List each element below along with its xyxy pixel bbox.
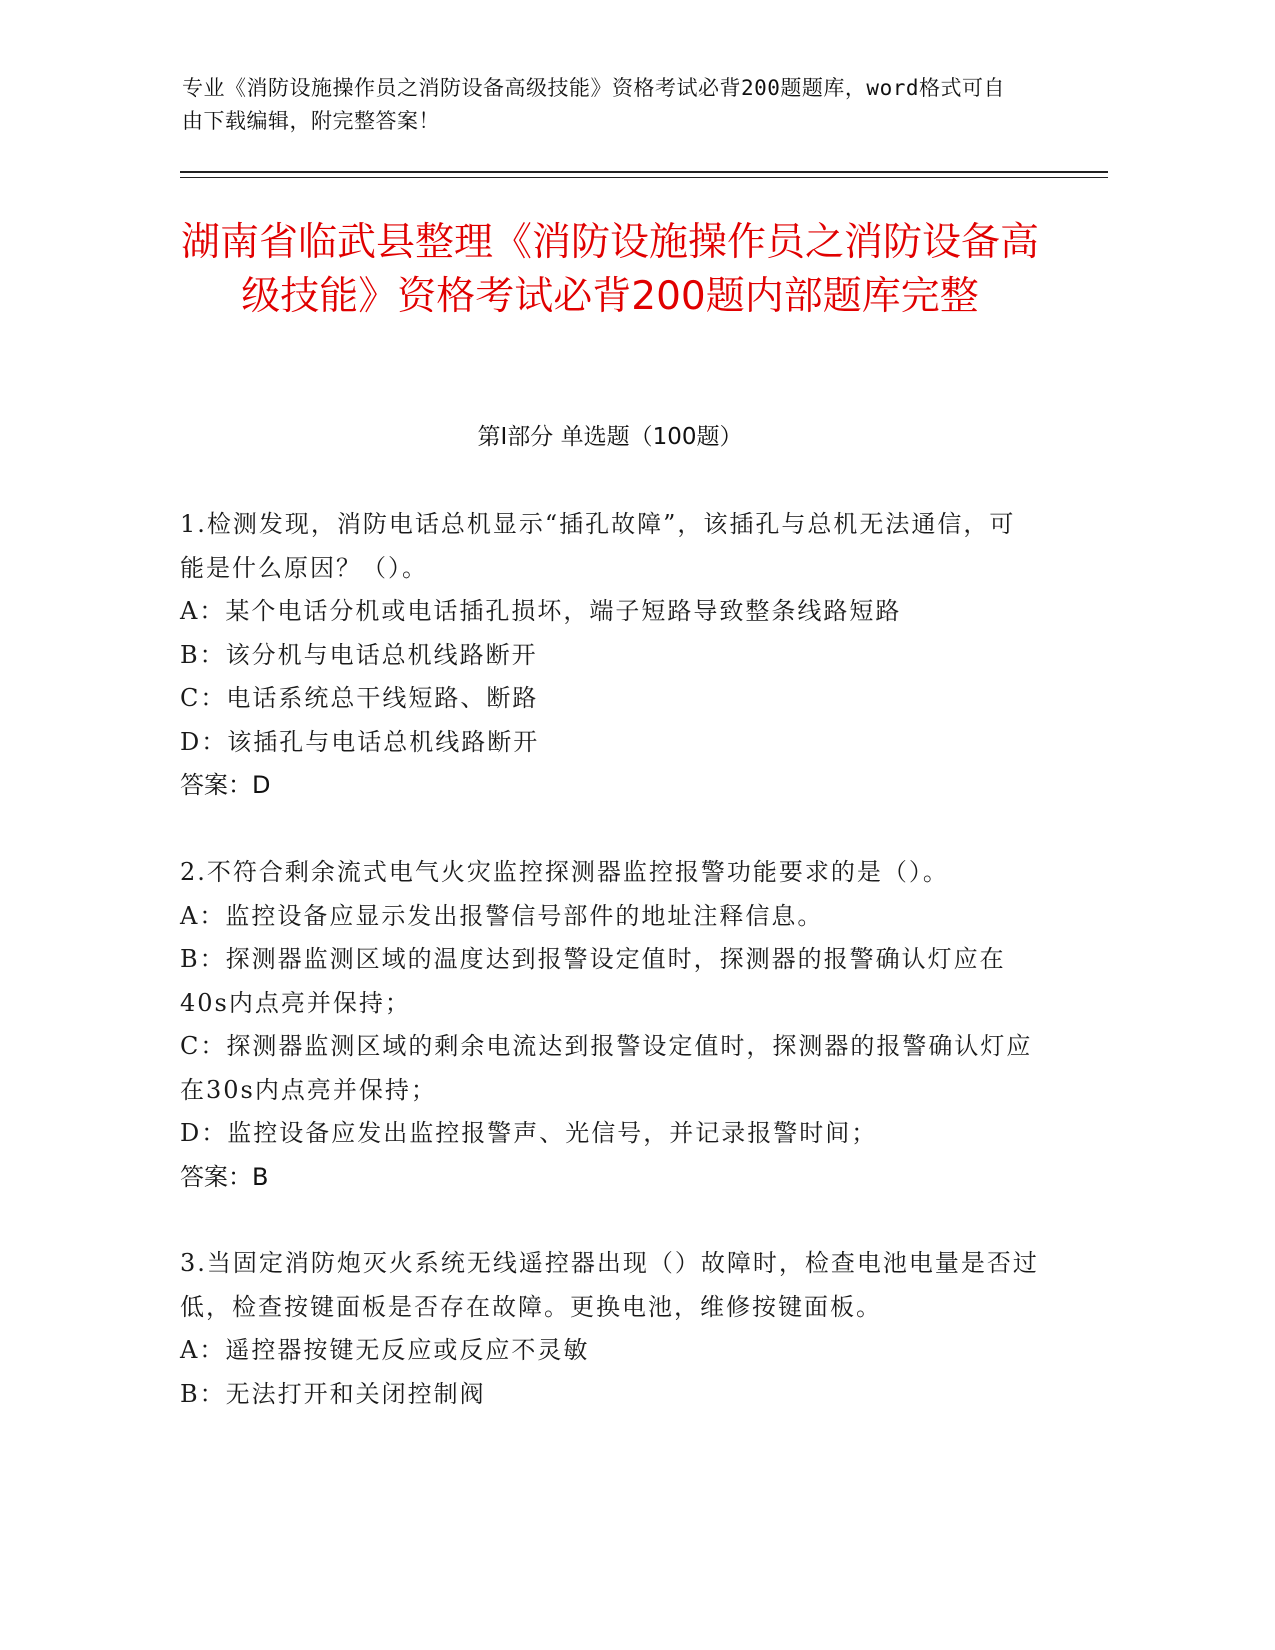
question-block: [180, 1242, 1040, 1416]
option-b: B：无法打开和关闭控制阀: [180, 1379, 486, 1408]
answer-line: 答案：B: [180, 1162, 269, 1191]
option-d: D：该插孔与电话总机线路断开: [180, 727, 540, 756]
option-d: D：监控设备应发出监控报警声、光信号，并记录报警时间；: [180, 1119, 878, 1147]
question-stem: 1.检测发现，消防电话总机显示“插孔故障”，该插孔与总机无法通信，可能是什么原因？（）。: [180, 510, 1016, 582]
option-a: A：遥控器按键无反应或反应不灵敏: [180, 1336, 590, 1364]
header-note: 专业《消防设施操作员之消防设备高级技能》资格考试必背200题题库，word格式可自由下载编辑，附完整答案！: [182, 76, 1005, 133]
question-stem: 2.不符合剩余流式电气火灾监控探测器监控报警功能要求的是（）。: [180, 858, 949, 886]
option-c: C：电话系统总干线短路、断路: [180, 684, 539, 712]
question-block: [180, 503, 1040, 808]
option-b: B：探测器监测区域的温度达到报警设定值时，探测器的报警确认灯应在40s内点亮并保持；: [180, 945, 1006, 1017]
section-title: 第Ⅰ部分 单选题（100题）: [477, 424, 743, 450]
divider-line: [180, 171, 1108, 173]
option-b: B：该分机与电话总机线路断开: [180, 640, 538, 669]
question-stem: 3.当固定消防炮灭火系统无线遥控器出现（）故障时，检查电池电量是否过低，检查按键面板是否存在故障。更换电池，维修按键面板。: [180, 1249, 1039, 1321]
document-title: 湖南省临武县整理《消防设施操作员之消防设备高级技能》资格考试必背200题内部题库完整: [180, 220, 1039, 319]
answer-line: 答案：D: [180, 771, 271, 799]
question-block: [180, 851, 1040, 1199]
divider-line: [180, 177, 1108, 178]
option-a: A：监控设备应显示发出报警信号部件的地址注释信息。: [180, 901, 824, 930]
option-a: A：某个电话分机或电话插孔损坏，端子短路导致整条线路短路: [180, 597, 902, 625]
option-c: C：探测器监测区域的剩余电流达到报警设定值时，探测器的报警确认灯应在30s内点亮并保持；: [180, 1032, 1033, 1104]
